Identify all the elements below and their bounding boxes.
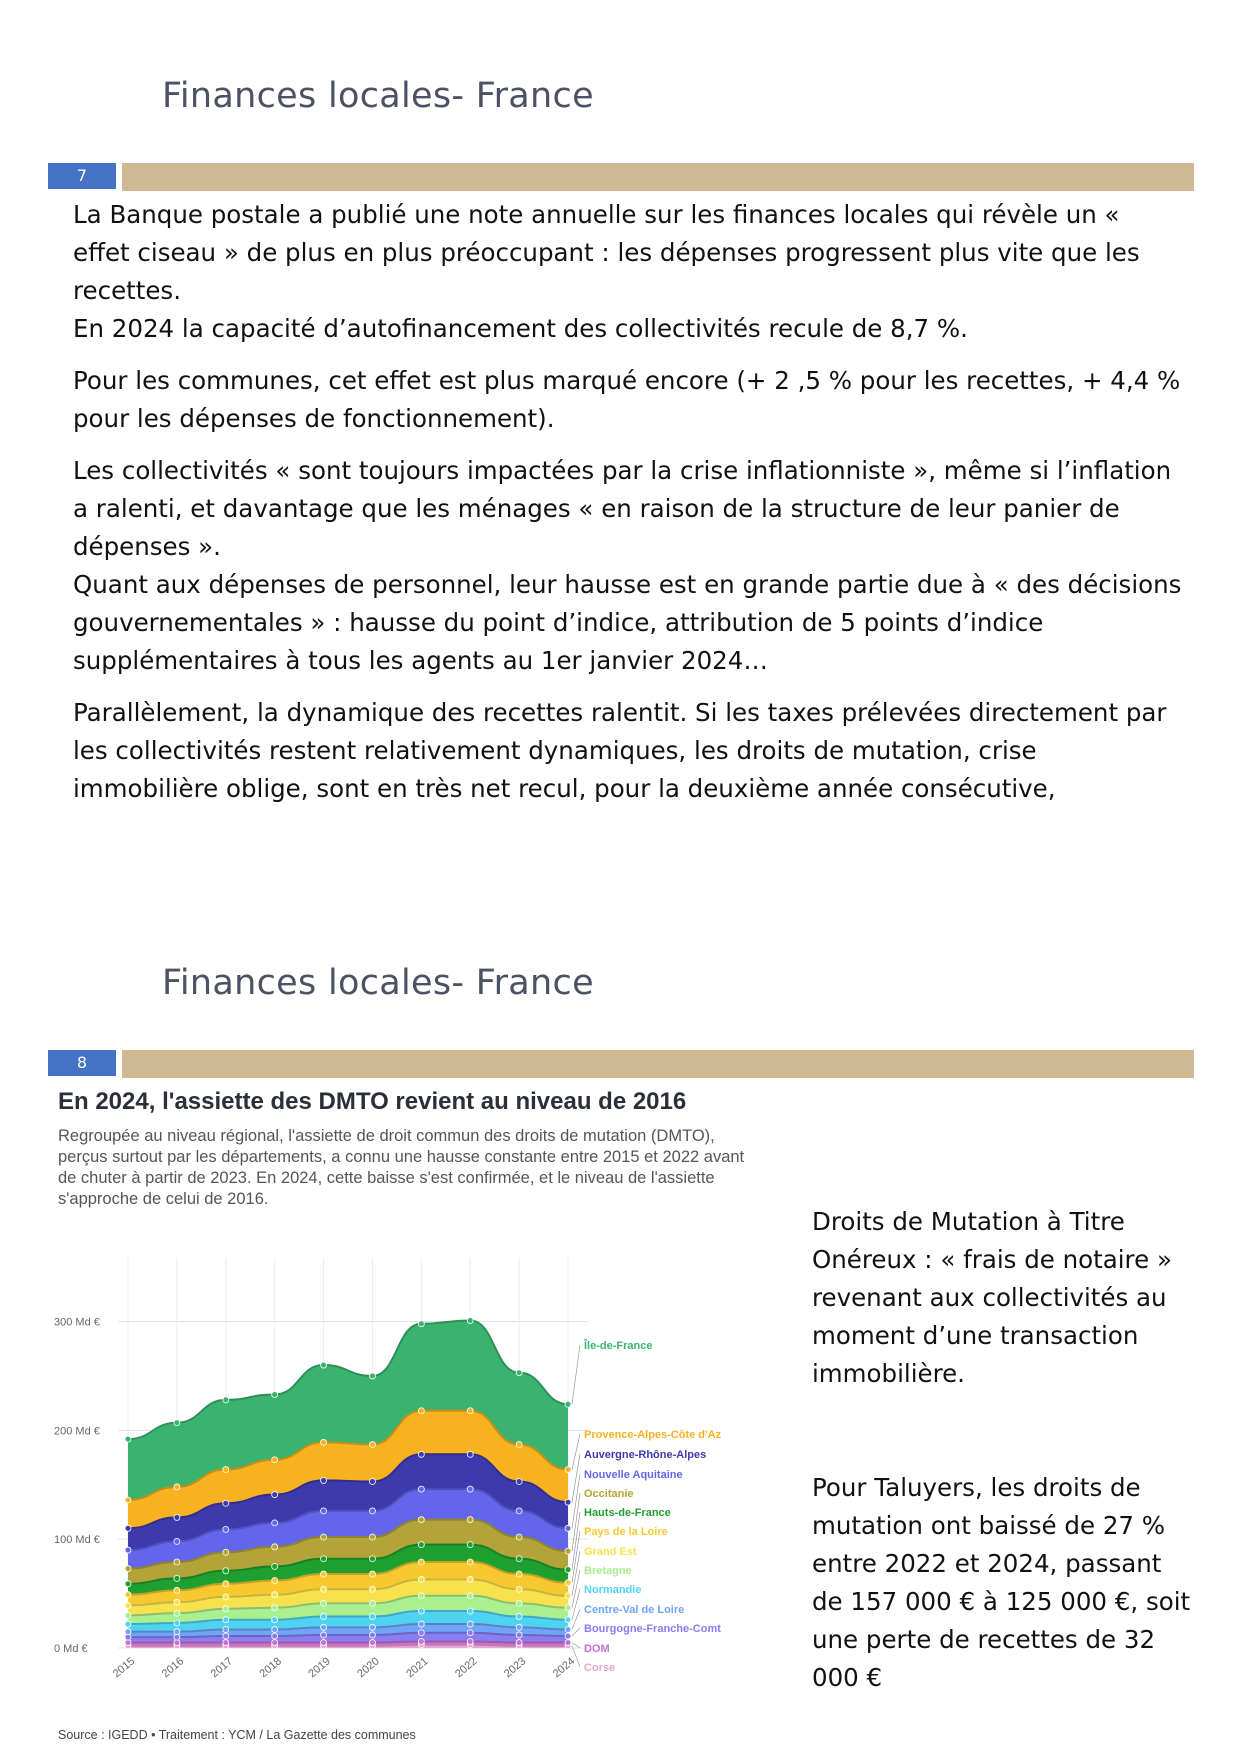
paragraph: Quant aux dépenses de personnel, leur hausse est en grande partie due à « des décisions gouvernementales » : hausse du point d’indice, attribution de 5 points d’indice supplémentaires à tous les agents au 1er janvier 2024… (73, 570, 1182, 675)
legend-label: Île-de-France (584, 1340, 653, 1352)
data-point (272, 1544, 278, 1550)
header-bar (122, 1050, 1194, 1078)
x-tick-label: 2017 (208, 1655, 236, 1681)
paragraph: Pour les communes, cet effet est plus marqué encore (+ 2 ,5 % pour les recettes, + 4,4 % pour les dépenses de fonctionnement). (73, 366, 1181, 433)
x-tick-label: 2016 (159, 1655, 187, 1681)
legend-label: Bourgogne-Franche-Comt (584, 1623, 721, 1635)
data-point (467, 1408, 473, 1414)
chart-panel (48, 1078, 748, 1750)
stacked-area-chart (48, 1228, 748, 1723)
data-point (516, 1442, 522, 1448)
legend-label: Hauts-de-France (584, 1507, 671, 1519)
legend-label: Grand Est (584, 1546, 637, 1558)
data-point (369, 1632, 375, 1638)
data-point (369, 1640, 375, 1646)
data-point (321, 1613, 327, 1619)
data-point (174, 1610, 180, 1616)
data-point (565, 1605, 571, 1611)
data-point (174, 1587, 180, 1593)
data-point (321, 1534, 327, 1540)
legend-label: DOM (584, 1643, 610, 1655)
data-point (272, 1520, 278, 1526)
data-point (467, 1517, 473, 1523)
y-tick-label: 200 Md € (54, 1425, 100, 1438)
data-point (418, 1451, 424, 1457)
data-point (467, 1608, 473, 1614)
x-tick-label: 2020 (355, 1655, 382, 1681)
data-point (321, 1640, 327, 1646)
paragraph: En 2024 la capacité d’autofinancement des collectivités recule de 8,7 %. (73, 314, 968, 343)
data-point (125, 1436, 131, 1442)
data-point (125, 1525, 131, 1531)
data-point (516, 1613, 522, 1619)
legend-label: Bretagne (584, 1565, 632, 1577)
data-point (565, 1467, 571, 1473)
side-note (812, 1203, 1192, 1697)
paragraph: La Banque postale a publié une note annuelle sur les finances locales qui révèle un « effet ciseau » de plus en plus préoccupant : les dépenses progressent plus vite que les recettes. (73, 200, 1140, 305)
y-tick-label: 0 Md € (54, 1643, 88, 1655)
legend-label: Corse (584, 1662, 616, 1674)
data-point (321, 1586, 327, 1592)
data-point (418, 1408, 424, 1414)
data-point (321, 1362, 327, 1368)
data-point (223, 1627, 229, 1633)
legend-label: Occitanie (584, 1488, 634, 1500)
data-point (516, 1571, 522, 1577)
data-point (565, 1593, 571, 1599)
data-point (272, 1578, 278, 1584)
data-point (565, 1580, 571, 1586)
data-point (272, 1633, 278, 1639)
legend-leader (572, 1454, 580, 1502)
legend-leader (572, 1628, 580, 1636)
data-point (467, 1638, 473, 1644)
chart-source: Source : IGEDD • Traitement : YCM / La Gazette des communes (58, 1728, 416, 1742)
data-point (321, 1571, 327, 1577)
slide-number: 8 (48, 1050, 116, 1076)
data-point (223, 1568, 229, 1574)
data-point (369, 1624, 375, 1630)
data-point (272, 1627, 278, 1633)
data-point (467, 1451, 473, 1457)
data-point (272, 1592, 278, 1598)
slide-number: 7 (48, 163, 116, 189)
data-point (174, 1575, 180, 1581)
data-point (467, 1559, 473, 1565)
data-point (418, 1608, 424, 1614)
data-point (321, 1477, 327, 1483)
data-point (223, 1633, 229, 1639)
data-point (418, 1576, 424, 1582)
data-point (223, 1549, 229, 1555)
data-point (125, 1629, 131, 1635)
data-point (321, 1600, 327, 1606)
data-point (418, 1559, 424, 1565)
legend-label: Centre-Val de Loire (584, 1604, 685, 1616)
data-point (516, 1586, 522, 1592)
data-point (223, 1467, 229, 1473)
legend-leader (572, 1643, 580, 1648)
data-point (272, 1391, 278, 1397)
data-point (369, 1373, 375, 1379)
data-point (516, 1624, 522, 1630)
paragraph: Pour Taluyers, les droits de mutation ont baissé de 27 % entre 2022 et 2024, passant de 157 000 € à 125 000 €, soit une perte de recettes de 32 000 € (812, 1473, 1191, 1692)
y-tick-label: 300 Md € (54, 1316, 100, 1329)
data-point (125, 1612, 131, 1618)
data-point (467, 1576, 473, 1582)
data-point (174, 1420, 180, 1426)
data-point (565, 1617, 571, 1623)
data-point (125, 1603, 131, 1609)
chart-subtitle: Regroupée au niveau régional, l'assiette de droit commun des droits de mutation (DMTO), perçus surtout par les départements, a connu une hausse constante entre 2015 et 2022 avant de chuter à partir de 2023. En 2024, cette baisse s'est confirmée, et le niveau de l'assiette s'approche de celui de 2016. (58, 1127, 745, 1208)
paragraph: Droits de Mutation à Titre Onéreux : « frais de notaire » revenant aux collectivités au moment d’une transaction immobilière. (812, 1207, 1172, 1388)
legend-label: Nouvelle Aquitaine (584, 1469, 683, 1481)
data-point (418, 1517, 424, 1523)
data-point (467, 1630, 473, 1636)
data-point (418, 1621, 424, 1627)
data-point (223, 1617, 229, 1623)
data-point (369, 1586, 375, 1592)
data-point (516, 1632, 522, 1638)
data-point (369, 1600, 375, 1606)
data-point (174, 1538, 180, 1544)
data-point (418, 1486, 424, 1492)
data-point (369, 1479, 375, 1485)
data-point (223, 1606, 229, 1612)
data-point (125, 1566, 131, 1572)
paragraph: Parallèlement, la dynamique des recettes ralentit. Si les taxes prélevées directement par les collectivités restent relativement dynamiques, les droits de mutation, crise immobilière oblige, sont en très net recul, pour la deuxième année consécutive, (73, 698, 1167, 803)
data-point (174, 1620, 180, 1626)
legend-label: Provence-Alpes-Côte d'Az (584, 1429, 722, 1441)
x-tick-label: 2015 (110, 1655, 138, 1681)
data-point (369, 1571, 375, 1577)
data-point (272, 1605, 278, 1611)
data-point (467, 1542, 473, 1548)
y-tick-label: 100 Md € (54, 1534, 100, 1547)
data-point (125, 1497, 131, 1503)
legend-leader (572, 1434, 580, 1470)
legend-label: Auvergne-Rhône-Alpes (584, 1449, 707, 1461)
data-point (516, 1479, 522, 1485)
data-point (418, 1593, 424, 1599)
x-tick-label: 2023 (501, 1655, 529, 1681)
paragraph: Les collectivités « sont toujours impactées par la crise inflationniste », même si l’inflation a ralenti, et davantage que les ménages « en raison de la structure de leur panier de dépenses ». (73, 456, 1172, 561)
header-bar (122, 163, 1194, 191)
data-point (321, 1556, 327, 1562)
data-point (369, 1556, 375, 1562)
data-point (321, 1508, 327, 1514)
legend-label: Pays de la Loire (584, 1526, 668, 1538)
data-point (516, 1370, 522, 1376)
data-point (369, 1442, 375, 1448)
data-point (174, 1629, 180, 1635)
data-point (272, 1617, 278, 1623)
data-point (223, 1594, 229, 1600)
data-point (418, 1638, 424, 1644)
x-tick-label: 2022 (453, 1655, 480, 1681)
series-line (128, 1641, 568, 1642)
data-point (223, 1397, 229, 1403)
data-point (125, 1621, 131, 1627)
data-point (125, 1592, 131, 1598)
data-point (418, 1542, 424, 1548)
data-point (516, 1556, 522, 1562)
data-point (467, 1593, 473, 1599)
data-point (516, 1508, 522, 1514)
data-point (125, 1547, 131, 1553)
slide-body (73, 196, 1183, 808)
data-point (418, 1321, 424, 1327)
data-point (223, 1526, 229, 1532)
data-point (516, 1534, 522, 1540)
x-tick-label: 2021 (404, 1655, 431, 1681)
data-point (272, 1563, 278, 1569)
chart-title: En 2024, l'assiette des DMTO revient au niveau de 2016 (58, 1088, 687, 1115)
data-point (223, 1581, 229, 1587)
slide-title: Finances locales- France (162, 76, 594, 116)
data-point (565, 1525, 571, 1531)
legend-leader (572, 1609, 580, 1630)
data-point (174, 1484, 180, 1490)
data-point (565, 1640, 571, 1646)
legend-leader (572, 1589, 580, 1620)
data-point (174, 1514, 180, 1520)
data-point (321, 1439, 327, 1445)
data-point (467, 1621, 473, 1627)
slide-title: Finances locales- France (162, 963, 594, 1003)
data-point (516, 1600, 522, 1606)
data-point (369, 1534, 375, 1540)
data-point (174, 1559, 180, 1565)
data-point (321, 1632, 327, 1638)
data-point (565, 1567, 571, 1573)
data-point (565, 1499, 571, 1505)
x-tick-label: 2018 (257, 1655, 284, 1681)
data-point (174, 1599, 180, 1605)
data-point (467, 1486, 473, 1492)
data-point (272, 1492, 278, 1498)
data-point (125, 1581, 131, 1587)
data-point (516, 1640, 522, 1646)
series-line (128, 1645, 568, 1646)
data-point (369, 1508, 375, 1514)
data-point (272, 1457, 278, 1463)
data-point (565, 1633, 571, 1639)
data-point (565, 1627, 571, 1633)
data-point (467, 1317, 473, 1323)
data-point (418, 1630, 424, 1636)
data-point (272, 1640, 278, 1646)
data-point (321, 1624, 327, 1630)
legend-leader (572, 1345, 580, 1404)
data-point (223, 1640, 229, 1646)
data-point (369, 1613, 375, 1619)
x-tick-label: 2019 (306, 1655, 333, 1681)
data-point (223, 1500, 229, 1506)
data-point (565, 1401, 571, 1407)
data-point (565, 1548, 571, 1554)
x-tick-label: 2024 (550, 1655, 578, 1681)
legend-label: Normandie (584, 1584, 642, 1596)
